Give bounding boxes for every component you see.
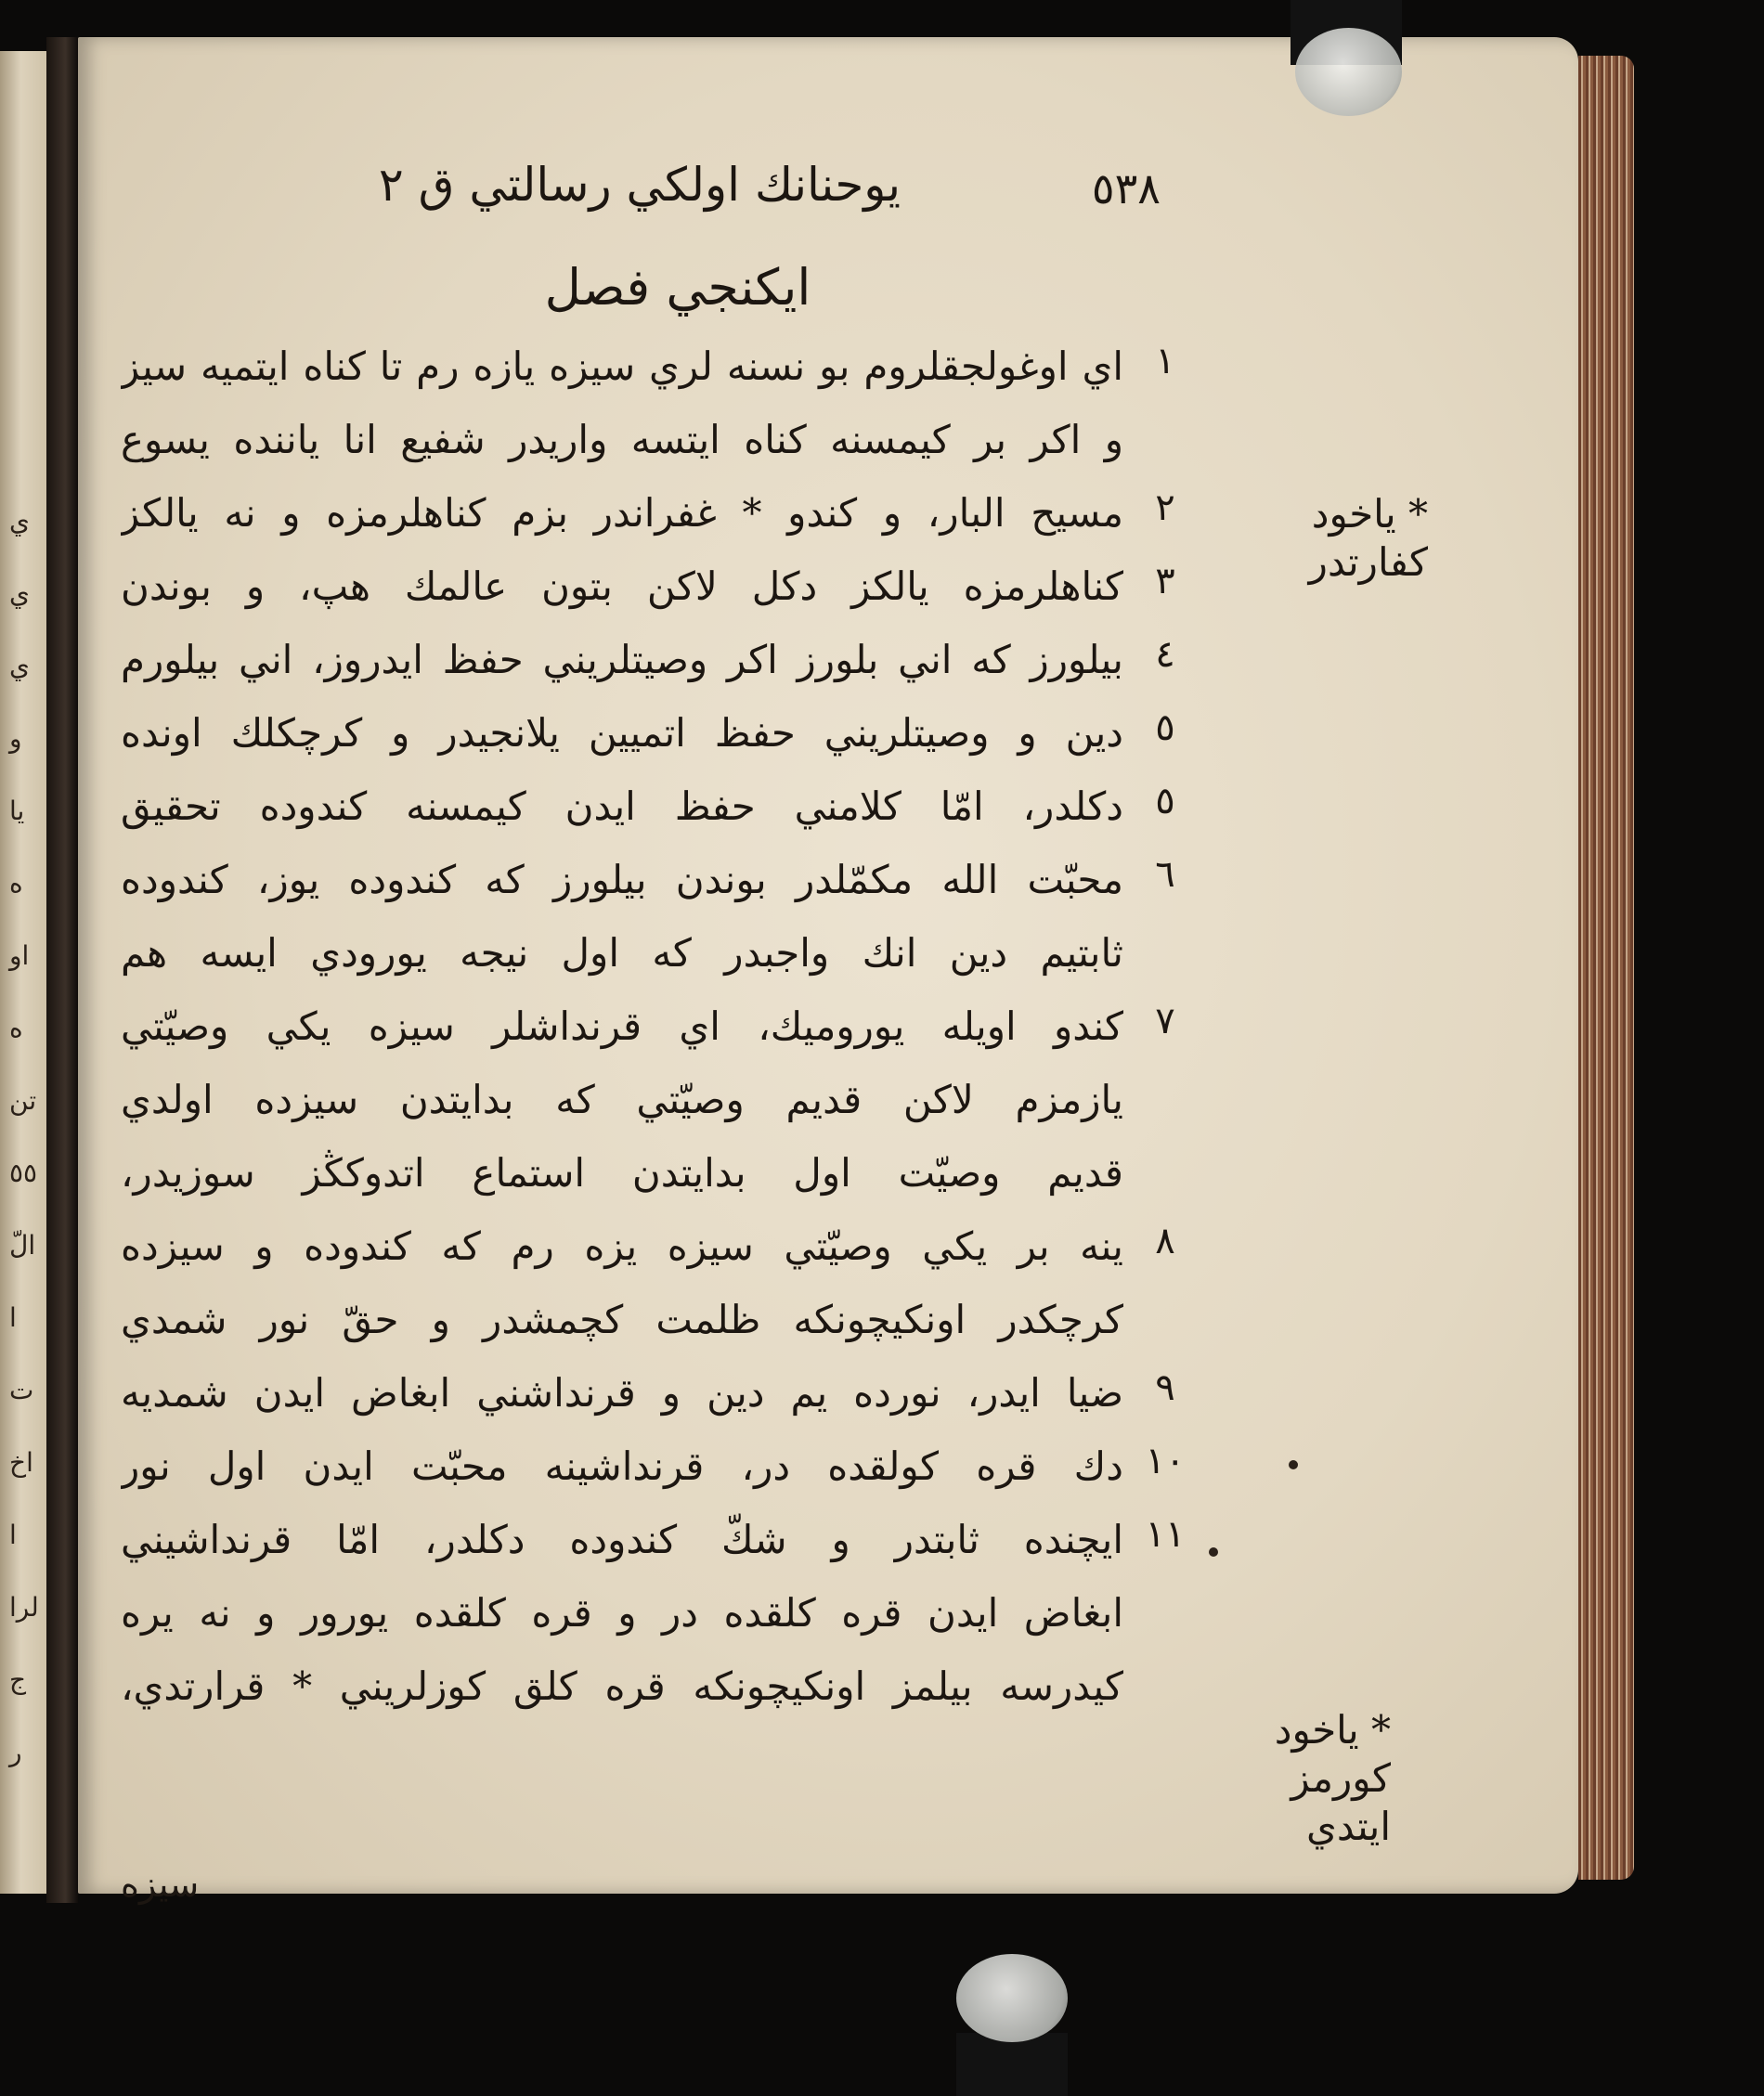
line-text: ثابتيم دين انك واجبدر كه اول نيجه يورودي ايسه هم — [121, 930, 1123, 976]
facing-page-glyph: ر — [9, 1737, 22, 1767]
text-line — [121, 1361, 1188, 1434]
facing-page-glyph: اخ — [9, 1447, 33, 1478]
bottom-clip — [956, 1954, 1068, 2042]
header-title: يوحنانك اولكي رسالتي ق ٢ — [378, 158, 901, 212]
text-line — [121, 847, 1188, 921]
chapter-title: ايكنجي فصل — [544, 258, 811, 317]
line-text: قديم وصيّت اول بدايتدن استماع اتدوكڭز سوزيدر، — [121, 1150, 1123, 1196]
verse-number: ٥ — [1155, 780, 1175, 822]
verse-number: ١١ — [1145, 1513, 1186, 1556]
facing-page-glyph: ج — [9, 1664, 27, 1695]
text-line — [121, 554, 1188, 628]
line-text: اي اوغولجقلروم بو نسنه لري سيزه يازه رم تا كناه ايتميه سيز — [121, 343, 1123, 389]
line-text: بيلورز كه اني بلورز اكر وصيتلريني حفظ ايدروز، اني بيلورم — [121, 637, 1123, 682]
verse-number: ١ — [1155, 340, 1175, 382]
verse-number: ١٠ — [1145, 1440, 1186, 1482]
text-line — [121, 481, 1188, 554]
line-text: كناهلرمزه يالكز دكل لاكن بتون عالمك هپ، و بوندن — [121, 563, 1123, 609]
text-line — [121, 1654, 1188, 1727]
line-text: دكلدر، امّا كلامني حفظ ايدن كيمسنه كندوده تحقيق — [121, 783, 1123, 829]
facing-page-glyph: ي — [9, 578, 30, 609]
text-line — [121, 994, 1188, 1067]
line-text: دك قره كولقده در، قرنداشينه محبّت ايدن اول نور — [121, 1443, 1123, 1489]
margin-note-1: * ياخود كفارتدر — [1308, 491, 1428, 585]
line-text: دين و وصيتلريني حفظ اتميين يلانجيدر و كرچكلك اونده — [121, 710, 1123, 756]
line-text: ابغاض ايدن قره كلقده در و قره كلقده يورور و نه يره — [121, 1590, 1123, 1636]
line-text: يازمزم لاكن قديم وصيّتي كه بدايتدن سيزده اولدي — [121, 1077, 1123, 1122]
facing-page-glyph: ي — [9, 651, 30, 681]
facing-page-glyph: ا — [9, 1520, 17, 1550]
facing-page-glyph: الّ — [9, 1230, 36, 1261]
line-text: كندو اويله يوروميك، اي قرنداشلر سيزه يكي وصيّتي — [121, 1003, 1123, 1049]
catchword: سيزه — [121, 1864, 200, 1905]
text-line — [121, 1507, 1188, 1581]
text-line — [121, 1141, 1188, 1214]
line-text: ضيا ايدر، نورده يم دين و قرنداشني ابغاض ايدن شمديه — [121, 1370, 1123, 1416]
facing-page-glyph: ا — [9, 1302, 17, 1333]
facing-page-glyph: ه — [9, 868, 23, 899]
text-line — [121, 1287, 1188, 1361]
page-fore-edge — [1578, 56, 1634, 1880]
text-line — [121, 408, 1188, 481]
facing-page-glyph: ه — [9, 1013, 23, 1043]
verse-number: ٦ — [1155, 853, 1175, 896]
facing-page-glyph: ي — [9, 506, 30, 537]
facing-page-edge — [0, 51, 49, 1894]
line-text: مسيح البار، و كندو * غفراندر بزم كناهلرمزه و نه يالكز — [121, 490, 1123, 536]
text-line — [121, 774, 1188, 847]
facing-page-glyph: او — [9, 940, 30, 971]
ink-speck — [1209, 1547, 1218, 1557]
text-line — [121, 701, 1188, 774]
text-line — [121, 1434, 1188, 1507]
verse-number: ٣ — [1155, 560, 1175, 602]
page-number: ٥٣٨ — [1091, 163, 1161, 213]
facing-page-glyph: لرا — [9, 1592, 39, 1623]
text-line — [121, 628, 1188, 701]
line-text: و اكر بر كيمسنه كناه ايتسه واريدر شفيع انا ياننده يسوع — [121, 417, 1123, 462]
text-line — [121, 1067, 1188, 1141]
bottom-strap — [956, 2033, 1068, 2096]
text-line — [121, 1581, 1188, 1654]
line-text: كرچكدر اونكيچونكه ظلمت كچمشدر و حقّ نور شمدي — [121, 1297, 1123, 1342]
book-gutter — [46, 37, 78, 1903]
facing-page-glyph: يا — [9, 796, 25, 826]
line-text: ينه بر يكي وصيّتي سيزه يزه رم كه كندوده و سيزده — [121, 1223, 1123, 1269]
facing-page-glyph: و — [9, 723, 22, 754]
verse-number: ٢ — [1155, 486, 1175, 529]
line-text: كيدرسه بيلمز اونكيچونكه قره كلق كوزلريني * قرارتدي، — [121, 1663, 1123, 1709]
text-block — [121, 334, 1188, 1727]
verse-number: ٩ — [1155, 1366, 1175, 1409]
verse-number: ٧ — [1155, 1000, 1175, 1042]
text-line — [121, 334, 1188, 408]
text-line — [121, 1214, 1188, 1287]
verse-number: ٨ — [1155, 1220, 1175, 1262]
facing-page-glyph: ٥٥ — [9, 1158, 38, 1188]
verse-number: ٤ — [1155, 633, 1175, 676]
line-text: ايچنده ثابتدر و شكّ كندوده دكلدر، امّا قرنداشيني — [121, 1517, 1123, 1562]
facing-page-glyph: ت — [9, 1375, 34, 1405]
facing-page-glyph: تن — [9, 1085, 37, 1116]
running-header — [371, 158, 1188, 232]
margin-note-2: * ياخود كورمز ايتدي — [1274, 1707, 1391, 1849]
verse-number: ٥ — [1155, 706, 1175, 749]
line-text: محبّت الله مكمّلدر بوندن بيلورز كه كندوده يوز، كندوده — [121, 857, 1123, 902]
top-clip — [1295, 28, 1402, 116]
text-line — [121, 921, 1188, 994]
ink-speck — [1289, 1460, 1298, 1469]
